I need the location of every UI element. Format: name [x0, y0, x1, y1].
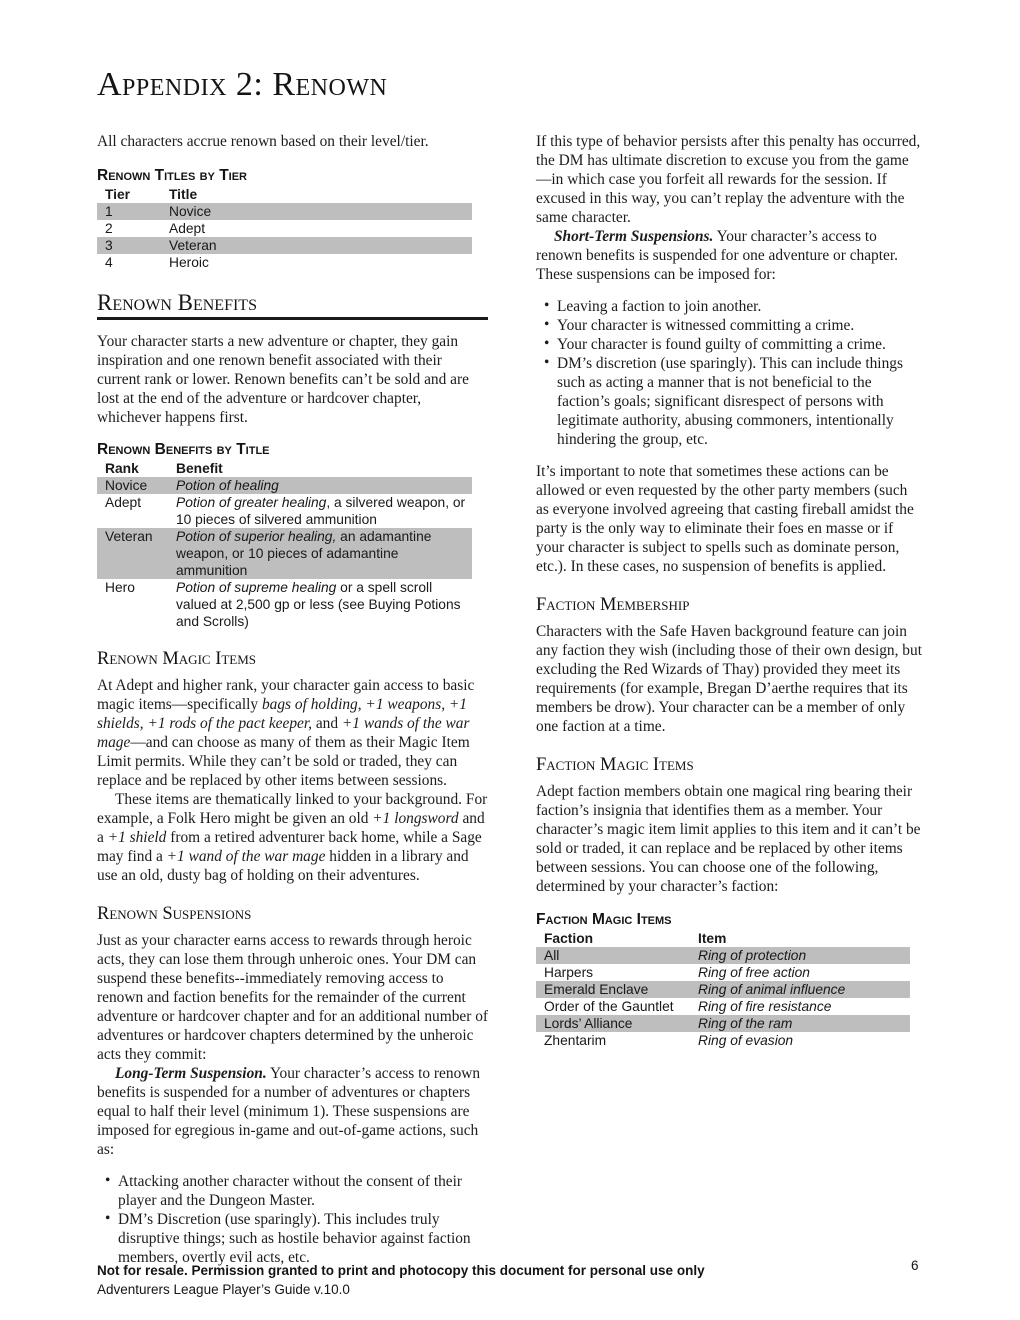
renown-benefits-table-heading: Renown Benefits by Title — [97, 441, 270, 458]
table-cell — [176, 477, 472, 494]
text-segment: Ring of free action — [698, 965, 810, 980]
text-segment: Short-Term Suspensions. — [554, 228, 714, 245]
column-header: Faction — [544, 931, 594, 946]
table-row — [97, 477, 472, 494]
table-cell: Novice — [105, 478, 148, 493]
text-segment: Your character’s access to renown benefits is suspended for one adventure or chapter. These suspensions can be imposed for: — [536, 228, 898, 283]
table-row — [97, 203, 472, 220]
page-number: 6 — [911, 1258, 919, 1273]
footer-notice: Not for resale. Permission granted to print and photocopy this document for personal use only — [97, 1263, 705, 1278]
text-segment: Ring of protection — [698, 948, 807, 963]
long-term-suspension-paragraph — [97, 1064, 488, 1159]
subsection-heading-faction-magic-items: Faction Magic Items — [536, 755, 694, 775]
table-cell: Veteran — [105, 529, 153, 544]
table-cell: Veteran — [169, 238, 217, 253]
subsection-heading-faction-membership: Faction Membership — [536, 595, 690, 615]
bullet-item: • Your character is witnessed committing a crime. — [544, 316, 922, 335]
text-segment: Potion of superior healing, — [176, 529, 337, 544]
table-cell — [176, 579, 472, 630]
renown-titles-table-block — [97, 166, 488, 271]
table-cell: 2 — [105, 221, 113, 236]
text-segment: Potion of supreme healing — [176, 580, 337, 595]
table-row — [97, 528, 472, 579]
table-row — [536, 1015, 910, 1032]
text-segment: Ring of evasion — [698, 1033, 794, 1048]
table-cell: 4 — [105, 255, 113, 270]
text-segment: Ring of the ram — [698, 1016, 793, 1031]
table-cell: All — [544, 948, 560, 963]
table-row — [97, 254, 472, 271]
text-segment: At Adept and higher rank, your character gain access to basic magic items—specifically — [97, 677, 475, 713]
renown-titles-table — [97, 186, 472, 271]
text-segment: , a silvered weapon, or 10 pieces of silvered ammunition — [176, 495, 466, 527]
table-cell — [698, 981, 910, 998]
short-term-suspension-bullet-list — [544, 297, 922, 449]
table-cell: 3 — [105, 238, 113, 253]
text-segment: and — [312, 715, 342, 732]
table-cell: Lords’ Alliance — [544, 1016, 633, 1031]
text-segment: and a — [97, 810, 485, 846]
text-segment: These items are thematically linked to your background. For example, a Folk Hero might be given an old — [97, 791, 488, 827]
section-heading-renown-benefits: Renown Benefits — [97, 293, 488, 320]
table-cell: Adept — [169, 221, 206, 236]
bullet-item: • Attacking another character without the consent of their player and the Dungeon Master. — [105, 1172, 488, 1210]
table-cell — [698, 1015, 910, 1032]
text-segment: Long-Term Suspension. — [115, 1065, 267, 1082]
table-cell — [698, 964, 910, 981]
table-row — [536, 947, 910, 964]
table-header-row — [97, 186, 472, 203]
text-segment: Ring of animal influence — [698, 982, 846, 997]
column-header: Title — [169, 187, 198, 202]
left-column — [97, 132, 488, 1280]
subsection-heading-renown-magic-items: Renown Magic Items — [97, 649, 257, 669]
table-row — [536, 981, 910, 998]
renown-magic-items-paragraph-1 — [97, 676, 488, 790]
text-segment: Your character’s access to renown benefits is suspended for a number of adventures or chapters equal to half their level (minimum 1). These suspensions are imposed for egregious in-game and out-of-game actions, such as: — [97, 1065, 481, 1158]
table-cell: Emerald Enclave — [544, 982, 649, 997]
important-note-paragraph: It’s important to note that sometimes these actions can be allowed or even requested by the other party members (such as everyone involved agreeing that casting fireball amidst the party is the only way to eliminate their foes en masse or if your character is subject to spells such as dominate person, etc.). In these cases, no suspension of benefits is applied. — [536, 463, 914, 575]
text-segment: Potion of healing — [176, 478, 279, 493]
bullet-item: • Your character is found guilty of committing a crime. — [544, 335, 922, 354]
table-row — [97, 237, 472, 254]
renown-benefits-paragraph: Your character starts a new adventure or chapter, they gain inspiration and one renown benefit associated with their current rank or lower. Renown benefits can’t be sold and are lost at the end of the adventure or hardcover chapter, whichever happens first. — [97, 333, 469, 426]
table-row — [97, 579, 472, 630]
text-segment: an adamantine weapon, or 10 pieces of adamantine ammunition — [176, 529, 432, 578]
page-title: Appendix 2: Renown — [97, 66, 388, 103]
text-segment: Ring of fire resistance — [698, 999, 832, 1014]
text-segment: Potion of greater healing — [176, 495, 327, 510]
text-segment: bags of holding, +1 weapons, +1 shields, +1 rods of the pact keeper, — [97, 696, 468, 732]
table-cell: Hero — [105, 580, 135, 595]
faction-magic-items-paragraph: Adept faction members obtain one magical ring bearing their faction’s insignia that identifies them as a member. Your character’s magic item limit applies to this item and it can’t be sold or traded, it can replace and be replaced by other items between sessions. You can choose one of the following, determined by your character’s faction: — [536, 783, 921, 895]
renown-titles-table-heading: Renown Titles by Tier — [97, 167, 247, 184]
renown-benefits-table — [97, 460, 472, 630]
column-header: Benefit — [176, 461, 223, 476]
text-segment: +1 wand of the war mage — [166, 848, 326, 865]
table-cell: Adept — [105, 495, 142, 510]
bullet-item: • Leaving a faction to join another. — [544, 297, 922, 316]
table-cell — [176, 494, 472, 528]
column-header: Item — [698, 931, 727, 946]
column-header: Tier — [105, 187, 131, 202]
text-segment: or a spell scroll valued at 2,500 gp or less (see Buying Potions and Scrolls) — [176, 580, 461, 629]
table-cell: Heroic — [169, 255, 209, 270]
table-cell — [698, 1032, 910, 1049]
footer-guide-version: Adventurers League Player’s Guide v.10.0 — [97, 1282, 350, 1297]
table-cell — [176, 528, 472, 579]
text-segment: from a retired adventurer back home, while a Sage may find a — [97, 829, 482, 865]
text-segment: +1 longsword — [372, 810, 459, 827]
table-cell: Zhentarim — [544, 1033, 607, 1048]
short-term-suspensions-paragraph — [536, 227, 922, 284]
faction-magic-items-table — [536, 930, 910, 1049]
table-cell: Order of the Gauntlet — [544, 999, 674, 1014]
table-cell — [698, 998, 910, 1015]
behavior-persists-paragraph: If this type of behavior persists after this penalty has occurred, the DM has ultimate discretion to excuse you from the game—in which case you forfeit all rewards for the session. If excused in this way, you can’t replay the adventure with the same character. — [536, 133, 921, 226]
text-segment: +1 shield — [107, 829, 167, 846]
table-cell: Harpers — [544, 965, 594, 980]
table-row — [97, 494, 472, 528]
page-footer — [97, 1261, 705, 1299]
faction-magic-items-table-heading: Faction Magic Items — [536, 911, 672, 928]
right-column — [536, 132, 922, 1049]
renown-magic-items-paragraph-2 — [97, 790, 488, 885]
long-term-suspension-bullet-list — [105, 1172, 488, 1267]
renown-benefits-table-block — [97, 440, 488, 630]
text-segment: +1 wands of the war mage — [97, 715, 470, 751]
intro-paragraph: All characters accrue renown based on their level/tier. — [97, 133, 429, 150]
table-cell: 1 — [105, 204, 113, 219]
renown-suspensions-paragraph: Just as your character earns access to rewards through heroic acts, they can lose them through unheroic ones. Your DM can suspend these benefits--immediately removing access to renown and faction benefits for the remainder of the current adventure or hardcover chapter and for an additional number of adventures or hardcover chapters determined by the unheroic acts they commit: — [97, 932, 489, 1063]
bullet-item: • DM’s Discretion (use sparingly). This includes truly disruptive things; such as hostile behavior against faction members, overtly evil acts, etc. — [105, 1210, 488, 1267]
subsection-heading-renown-suspensions: Renown Suspensions — [97, 904, 252, 924]
table-cell: Novice — [169, 204, 212, 219]
faction-magic-items-table-block — [536, 910, 922, 1049]
faction-membership-paragraph: Characters with the Safe Haven background feature can join any faction they wish (including those of their own design, but excluding the Red Wizards of Thay) provided they meet its requirements (for example, Bregan D’aerthe requires that its members be drow). Your character can be a member of only one faction at a time. — [536, 623, 922, 735]
table-row — [536, 998, 910, 1015]
table-row — [97, 220, 472, 237]
table-header-row — [536, 930, 910, 947]
table-cell — [698, 947, 910, 964]
bullet-item: • DM’s discretion (use sparingly). This can include things such as acting a manner that is not beneficial to the faction’s goals; significant disrespect of persons with legitimate authority, abusing commoners, intentionally hindering the group, etc. — [544, 354, 922, 449]
table-row — [536, 964, 910, 981]
table-row — [536, 1032, 910, 1049]
column-header: Rank — [105, 461, 139, 476]
table-header-row — [97, 460, 472, 477]
text-segment: —and can choose as many of them as their Magic Item Limit permits. While they can’t be sold or traded, they can replace and be replaced by other items between sessions. — [97, 734, 470, 789]
text-segment: hidden in a library and use an old, dusty bag of holding on their adventures. — [97, 848, 469, 884]
